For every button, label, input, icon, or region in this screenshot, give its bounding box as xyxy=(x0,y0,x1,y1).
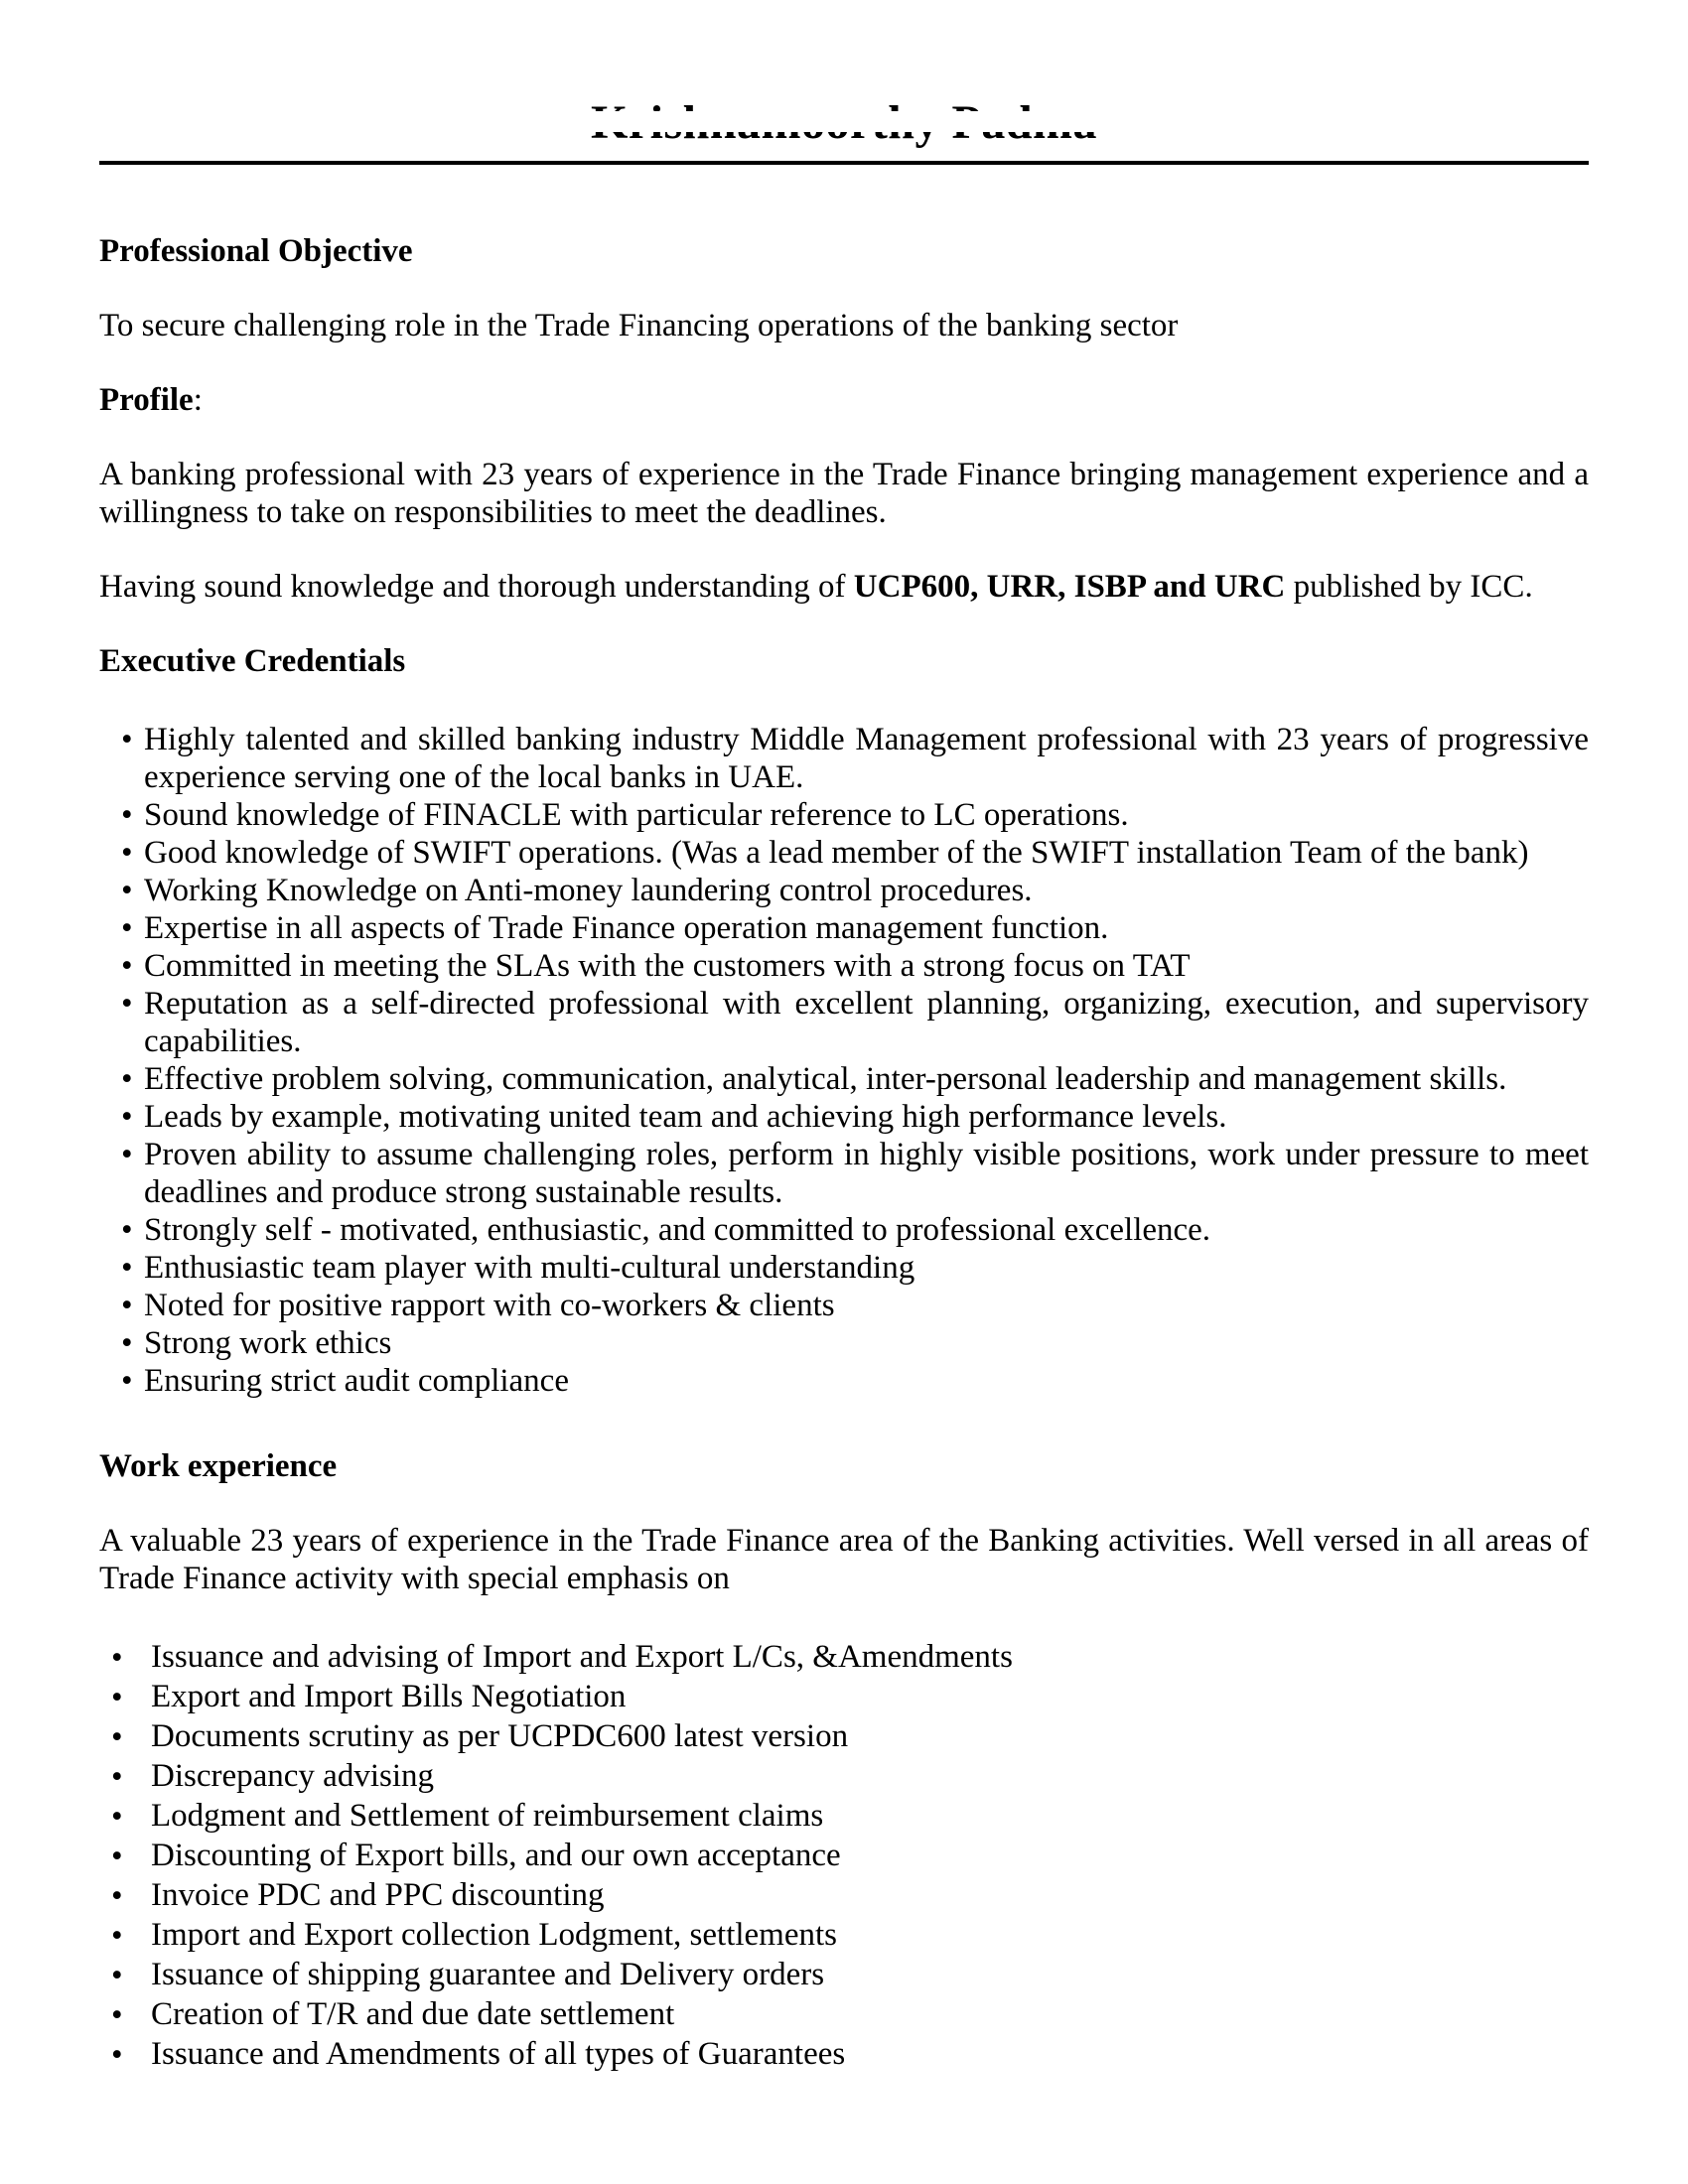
experience-item: • Import and Export collection Lodgment, settlements xyxy=(99,1915,1589,1955)
profile-heading-colon: : xyxy=(193,382,203,418)
document-header xyxy=(99,95,1589,165)
work-experience-list xyxy=(99,1637,1589,2074)
credential-item: • Good knowledge of SWIFT operations. (Was a lead member of the SWIFT installation Team of the bank) xyxy=(99,834,1589,872)
experience-item: • Creation of T/R and due date settlement xyxy=(99,1994,1589,2034)
credential-item: • Noted for positive rapport with co-workers & clients xyxy=(99,1287,1589,1324)
credential-item: • Proven ability to assume challenging roles, perform in highly visible positions, work under pressure to meet deadlines and produce strong sustainable results. xyxy=(99,1136,1589,1211)
credential-item: • Effective problem solving, communication, analytical, inter-personal leadership and management skills. xyxy=(99,1060,1589,1098)
experience-item: • Documents scrutiny as per UCPDC600 latest version xyxy=(99,1716,1589,1756)
section-heading-executive-credentials: Executive Credentials xyxy=(99,643,406,679)
experience-item: • Issuance and Amendments of all types of Guarantees xyxy=(99,2034,1589,2074)
experience-item: • Discounting of Export bills, and our own acceptance xyxy=(99,1836,1589,1875)
profile-paragraph-2-suffix: published by ICC. xyxy=(1285,569,1533,605)
credential-item: • Working Knowledge on Anti-money laundering control procedures. xyxy=(99,872,1589,909)
profile-heading-text: Profile xyxy=(99,382,194,418)
experience-item: • Discrepancy advising xyxy=(99,1756,1589,1796)
work-experience-intro: A valuable 23 years of experience in the Trade Finance area of the Banking activities. Well versed in all areas of Trade Finance activity with special emphasis on xyxy=(99,1523,1589,1596)
credential-item: • Committed in meeting the SLAs with the customers with a strong focus on TAT xyxy=(99,947,1589,985)
experience-item: • Lodgment and Settlement of reimbursement claims xyxy=(99,1796,1589,1836)
credential-item: • Reputation as a self-directed professional with excellent planning, organizing, execution, and supervisory capabilities. xyxy=(99,985,1589,1060)
credential-item: • Highly talented and skilled banking industry Middle Management professional with 23 years of progressive experience serving one of the local banks in UAE. xyxy=(99,721,1589,796)
section-heading-professional-objective: Professional Objective xyxy=(99,233,413,269)
credential-item: • Leads by example, motivating united team and achieving high performance levels. xyxy=(99,1098,1589,1136)
profile-paragraph-2 xyxy=(99,568,1589,606)
experience-item: • Issuance and advising of Import and Export L/Cs, &Amendments xyxy=(99,1637,1589,1677)
credential-item: • Strongly self - motivated, enthusiastic, and committed to professional excellence. xyxy=(99,1211,1589,1249)
section-heading-profile xyxy=(99,381,1589,419)
profile-paragraph-1: A banking professional with 23 years of experience in the Trade Finance bringing management experience and a willingness to take on responsibilities to meet the deadlines. xyxy=(99,457,1589,530)
section-heading-work-experience: Work experience xyxy=(99,1448,338,1484)
credential-item: • Strong work ethics xyxy=(99,1324,1589,1362)
credential-item: • Enthusiastic team player with multi-cultural understanding xyxy=(99,1249,1589,1287)
credential-item: • Expertise in all aspects of Trade Finance operation management function. xyxy=(99,909,1589,947)
credential-item: • Sound knowledge of FINACLE with particular reference to LC operations. xyxy=(99,796,1589,834)
name-redaction-overlay xyxy=(99,111,1589,132)
objective-paragraph: To secure challenging role in the Trade Financing operations of the banking sector xyxy=(99,308,1179,343)
experience-item: • Export and Import Bills Negotiation xyxy=(99,1677,1589,1716)
icc-rules-bold-text: UCP600, URR, ISBP and URC xyxy=(853,569,1286,605)
credential-item: • Ensuring strict audit compliance xyxy=(99,1362,1589,1400)
experience-item: • Invoice PDC and PPC discounting xyxy=(99,1875,1589,1915)
credentials-list xyxy=(99,721,1589,1400)
experience-item: • Issuance of shipping guarantee and Delivery orders xyxy=(99,1955,1589,1994)
profile-paragraph-2-prefix: Having sound knowledge and thorough understanding of xyxy=(99,569,854,605)
